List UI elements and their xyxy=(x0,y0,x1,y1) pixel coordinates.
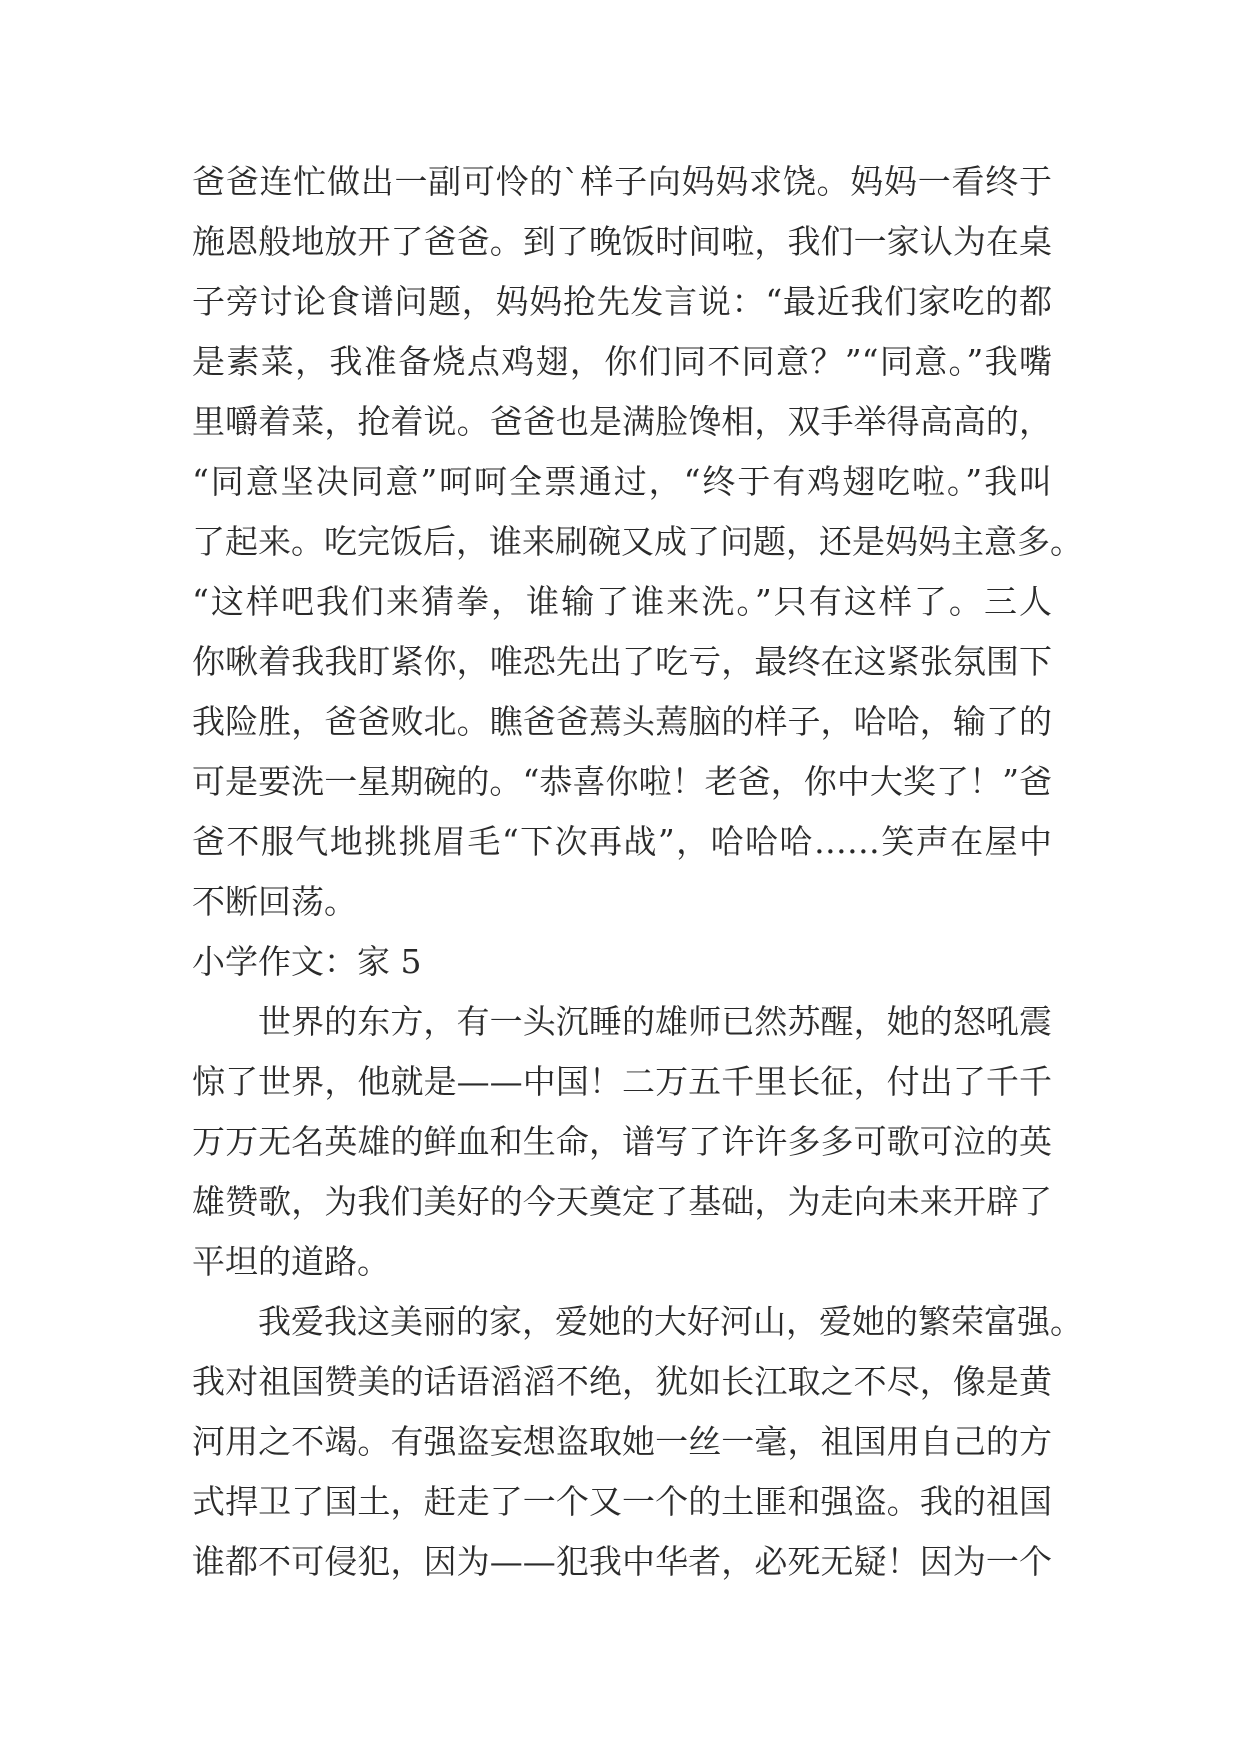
text-line: 是素菜，我准备烧点鸡翅，你们同不同意？”“同意。”我嘴 xyxy=(192,342,1052,381)
text-line: 可是要洗一星期碗的。“恭喜你啦！老爸，你中大奖了！”爸 xyxy=(192,762,1052,801)
text-line: 爸爸连忙做出一副可怜的`样子向妈妈求饶。妈妈一看终于 xyxy=(192,162,1052,201)
text-line: 惊了世界，他就是——中国！二万五千里长征，付出了千千 xyxy=(192,1062,1052,1101)
text-line: 世界的东方，有一头沉睡的雄师已然苏醒，她的怒吼震 xyxy=(258,1002,1052,1041)
text-line: 爸不服气地挑挑眉毛“下次再战”，哈哈哈……笑声在屋中 xyxy=(192,822,1052,861)
text-line: 雄赞歌，为我们美好的今天奠定了基础，为走向未来开辟了 xyxy=(192,1182,1052,1221)
text-line: 河用之不竭。有强盗妄想盗取她一丝一毫，祖国用自己的方 xyxy=(192,1422,1052,1461)
text-line: 里嚼着菜，抢着说。爸爸也是满脸馋相，双手举得高高的， xyxy=(192,402,1052,441)
text-line: 平坦的道路。 xyxy=(192,1242,390,1281)
text-line: 我险胜，爸爸败北。瞧爸爸蔫头蔫脑的样子，哈哈，输了的 xyxy=(192,702,1052,741)
paragraph-1 xyxy=(192,152,1083,932)
document-body xyxy=(192,152,1083,1592)
text-line: “这样吧我们来猜拳，谁输了谁来洗。”只有这样了。三人 xyxy=(192,582,1052,621)
text-line: “同意坚决同意”呵呵全票通过，“终于有鸡翅吃啦。”我叫 xyxy=(192,462,1052,501)
text-line: 了起来。吃完饭后，谁来刷碗又成了问题，还是妈妈主意多。 xyxy=(192,522,1083,561)
paragraph-2 xyxy=(192,992,1052,1292)
text-line: 我对祖国赞美的话语滔滔不绝，犹如长江取之不尽，像是黄 xyxy=(192,1362,1052,1401)
text-line: 万万无名英雄的鲜血和生命，谱写了许许多多可歌可泣的英 xyxy=(192,1122,1052,1161)
text-line: 不断回荡。 xyxy=(192,882,357,921)
text-line: 我爱我这美丽的家，爱她的大好河山，爱她的繁荣富强。 xyxy=(258,1302,1083,1341)
text-line: 式捍卫了国土，赶走了一个又一个的土匪和强盗。我的祖国 xyxy=(192,1482,1052,1521)
paragraph-3 xyxy=(192,1292,1083,1592)
text-line: 谁都不可侵犯，因为——犯我中华者，必死无疑！因为一个 xyxy=(192,1542,1052,1581)
text-line: 你啾着我我盯紧你，唯恐先出了吃亏，最终在这紧张氛围下 xyxy=(192,642,1052,681)
text-line: 子旁讨论食谱问题，妈妈抢先发言说：“最近我们家吃的都 xyxy=(192,282,1052,321)
text-line: 施恩般地放开了爸爸。到了晚饭时间啦，我们一家认为在桌 xyxy=(192,222,1052,261)
section-heading: 小学作文：家 5 xyxy=(192,942,422,981)
